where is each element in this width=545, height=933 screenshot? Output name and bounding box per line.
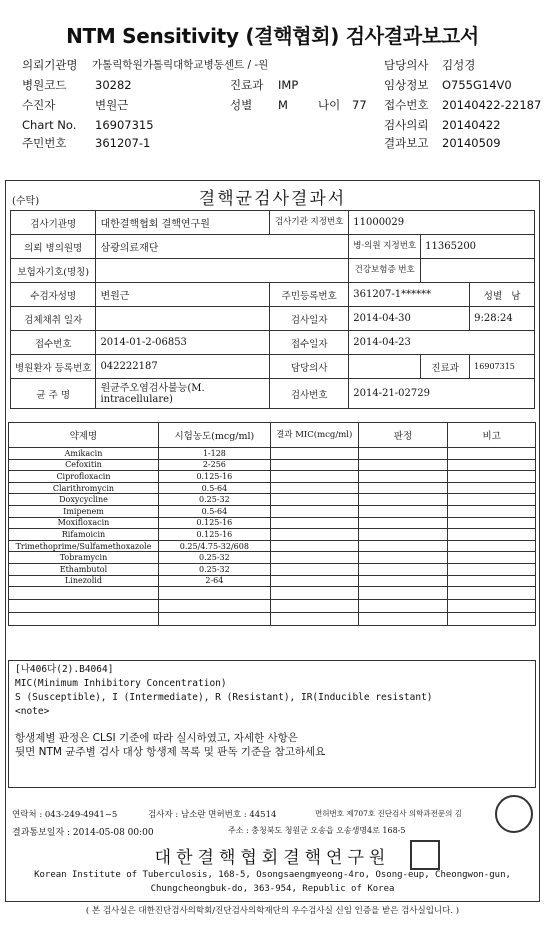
- patient-value: 변원근: [96, 283, 270, 307]
- note-tag: <note>: [15, 706, 50, 717]
- drug-row: [9, 529, 536, 541]
- drug-row: [9, 494, 536, 506]
- doctor-value: 김성경: [442, 58, 476, 72]
- note-text-1: 항생제별 판정은 CLSI 기준에 따라 실시하였고, 자세한 사항은: [15, 732, 298, 744]
- drug-mic: [270, 529, 358, 541]
- drug-interp: [358, 471, 448, 483]
- drug-conc: 1-128: [158, 448, 270, 460]
- drug-name: Linezolid: [9, 575, 159, 587]
- inst-no-value: 11000029: [349, 211, 535, 235]
- drug-row: [9, 482, 536, 494]
- footer-org-kr: 대한결핵협회결핵연구원: [154, 848, 391, 868]
- doctor-label: 담당의사: [270, 355, 349, 379]
- drug-name: Trimethoprime/Sulfamethoxazole: [9, 540, 159, 552]
- code-label: 병원코드: [22, 78, 67, 92]
- empty-cell: [358, 600, 448, 613]
- drug-row: [9, 471, 536, 483]
- rrn-value: 361207-1: [95, 136, 151, 150]
- report-value: 20140509: [442, 136, 501, 150]
- drug-name: Amikacin: [9, 448, 159, 460]
- drug-conc: 0.125-16: [158, 529, 270, 541]
- drug-row: [9, 540, 536, 552]
- drug-name: Cefoxitin: [9, 459, 159, 471]
- drug-conc: 0.5-64: [158, 482, 270, 494]
- empty-cell: [158, 600, 270, 613]
- drug-name: Tobramycin: [9, 552, 159, 564]
- organism-label: 균 주 명: [11, 379, 96, 409]
- testno-value: 2014-21-02729: [349, 379, 535, 409]
- drug-mic: [270, 459, 358, 471]
- drug-header-mic: 결과 MIC(mcg/ml): [270, 423, 358, 448]
- drug-row-empty: [9, 587, 536, 600]
- drug-remark: [448, 552, 536, 564]
- drug-name: Rifamoicin: [9, 529, 159, 541]
- drug-row: [9, 459, 536, 471]
- sex-label: 성별: [483, 290, 503, 302]
- inst-value: 대한결핵협회 결핵연구원: [96, 211, 270, 235]
- empty-cell: [9, 600, 159, 613]
- drug-conc: 2-64: [158, 575, 270, 587]
- inst-no-label: 검사기관 지정번호: [270, 211, 349, 235]
- receipt-value: 20140422-22187: [442, 98, 542, 112]
- drug-name: Imipenem: [9, 505, 159, 517]
- drug-remark: [448, 529, 536, 541]
- empty-cell: [448, 613, 536, 626]
- empty-cell: [158, 613, 270, 626]
- rrn-label: 주민번호: [22, 136, 67, 150]
- organism-value: 원균주오염검사불능(M. intracellulare): [96, 379, 270, 409]
- doctor-label: 담당의사: [384, 58, 429, 72]
- drug-interp: [358, 575, 448, 587]
- insure-label: 건강보험증 번호: [349, 259, 421, 283]
- regno-value: 042222187: [96, 355, 270, 379]
- name-value: 변원근: [95, 98, 129, 112]
- empty-cell: [9, 613, 159, 626]
- receipt-label: 접수번호: [384, 98, 429, 112]
- drug-interp: [358, 494, 448, 506]
- inst-label: 검사기관명: [11, 211, 96, 235]
- receipt-date-value: 2014-04-23: [349, 331, 535, 355]
- drug-name: Moxifloxacin: [9, 517, 159, 529]
- drug-conc: 0.25/4.75-32/608: [158, 540, 270, 552]
- drug-interp: [358, 540, 448, 552]
- drug-mic: [270, 552, 358, 564]
- drug-row: [9, 517, 536, 529]
- drug-remark: [448, 575, 536, 587]
- dept-label: 진료과: [421, 355, 470, 379]
- drug-header-interp: 판정: [358, 423, 448, 448]
- regno-label: 병원환자 등록번호: [11, 355, 96, 379]
- drug-table: [8, 422, 536, 626]
- drug-mic: [270, 540, 358, 552]
- drug-row-empty: [9, 600, 536, 613]
- drug-conc: 0.125-16: [158, 517, 270, 529]
- age-label: 나이: [318, 98, 341, 112]
- footer-address: 주소 : 충청북도 청원군 오송읍 오송생명4로 168-5: [228, 826, 406, 835]
- drug-header-name: 약제명: [9, 423, 159, 448]
- doctor-value: [349, 355, 421, 379]
- drug-mic: [270, 575, 358, 587]
- sex-value: 남: [511, 290, 521, 302]
- drug-header-conc: 시험농도(mcg/ml): [158, 423, 270, 448]
- drug-mic: [270, 517, 358, 529]
- empty-cell: [270, 587, 358, 600]
- clinical-label: 임상정보: [384, 78, 429, 92]
- drug-mic: [270, 471, 358, 483]
- hosp-no-value: 11365200: [421, 235, 535, 259]
- dept-value: IMP: [278, 78, 299, 92]
- note-text-2: 뒷면 NTM 균주별 검사 대상 항생제 목록 및 판독 기준을 참고하세요: [15, 746, 326, 758]
- empty-cell: [448, 587, 536, 600]
- drug-conc: 0.25-32: [158, 552, 270, 564]
- drug-header-remark: 비고: [448, 423, 536, 448]
- drug-mic: [270, 494, 358, 506]
- collect-label: 검체채취 일자: [11, 307, 96, 331]
- drug-conc: 0.25-32: [158, 563, 270, 575]
- empty-cell: [270, 600, 358, 613]
- footer-license: 면허번호 제707호 진단검사 의학과전문의 김: [315, 809, 463, 818]
- note-legend: S (Susceptible), I (Intermediate), R (Resistant), IR(Inducible resistant): [15, 692, 433, 703]
- rrn-value: 361207-1******: [349, 283, 470, 307]
- footer-org-en-2: Chungcheongbuk-do, 363-954, Republic of Korea: [150, 884, 395, 894]
- testno-label: 검사번호: [270, 379, 349, 409]
- test-time-value: 9:28:24: [470, 307, 535, 331]
- drug-interp: [358, 482, 448, 494]
- dept-label: 진료과: [230, 78, 264, 92]
- chart-value: 16907315: [95, 118, 154, 132]
- drug-interp: [358, 552, 448, 564]
- footer-examiner: 검사자 : 남소란 면허번호 : 44514: [148, 810, 277, 820]
- drug-name: Ethambutol: [9, 563, 159, 575]
- drug-interp: [358, 448, 448, 460]
- hosp-label: 의뢰 병의원명: [11, 235, 96, 259]
- drug-mic: [270, 505, 358, 517]
- notes-box: [8, 660, 536, 788]
- org-label: 의뢰기관명: [22, 58, 78, 72]
- collect-value: [96, 307, 270, 331]
- request-value: 20140422: [442, 118, 501, 132]
- drug-remark: [448, 540, 536, 552]
- report-label: 결과보고: [384, 136, 429, 150]
- empty-cell: [9, 587, 159, 600]
- org-value: 가톨릭학원가톨릭대학교병동센트 / -원: [92, 59, 269, 71]
- footer-date: 결과통보일자 : 2014-05-08 00:00: [12, 828, 154, 838]
- test-date-value: 2014-04-30: [349, 307, 470, 331]
- chart-label: Chart No.: [22, 118, 77, 132]
- age-value: 77: [352, 98, 367, 112]
- sex-value: M: [278, 98, 288, 112]
- note-mic: MIC(Minimum Inhibitory Concentration): [15, 678, 227, 689]
- guardian-value: [96, 259, 349, 283]
- code-value: 30282: [95, 78, 132, 92]
- receipt-value: 2014-01-2-06853: [96, 331, 270, 355]
- drug-row: [9, 448, 536, 460]
- drug-mic: [270, 448, 358, 460]
- square-seal-icon: [410, 840, 440, 870]
- corner-label: (수탁): [12, 196, 40, 207]
- drug-interp: [358, 505, 448, 517]
- footer-cert: ( 본 검사실은 대한진단검사의학회/진단검사의학재단의 우수검사실 신임 인증을 받은 검사실입니다. ): [85, 906, 460, 916]
- note-code: [나406다(2).B4064]: [15, 664, 114, 675]
- drug-remark: [448, 482, 536, 494]
- footer-tel: 연락처 : 043-249-4941~5: [12, 810, 118, 820]
- drug-name: Doxycycline: [9, 494, 159, 506]
- drug-remark: [448, 505, 536, 517]
- sex-cell: [470, 283, 535, 307]
- drug-row: [9, 563, 536, 575]
- test-date-label: 검사일자: [270, 307, 349, 331]
- hosp-value: 삼광의료재단: [96, 235, 349, 259]
- page-title: NTM Sensitivity (결핵협회) 검사결과보고서: [66, 24, 479, 48]
- name-label: 수진자: [22, 98, 56, 112]
- hosp-no-label: 병·의원 지정번호: [349, 235, 421, 259]
- drug-row: [9, 505, 536, 517]
- drug-conc: 2-256: [158, 459, 270, 471]
- drug-interp: [358, 529, 448, 541]
- round-seal-icon: [495, 795, 533, 833]
- receipt-date-label: 접수일자: [270, 331, 349, 355]
- drug-remark: [448, 459, 536, 471]
- drug-row: [9, 575, 536, 587]
- empty-cell: [270, 613, 358, 626]
- rrn-label: 주민등록번호: [270, 283, 349, 307]
- drug-remark: [448, 517, 536, 529]
- footer-org-en-1: Korean Institute of Tuberculosis, 168-5, Osongsaengmyeong-4ro, Osong-eup, Cheongwon-gun,: [34, 870, 511, 880]
- drug-conc: 0.125-16: [158, 471, 270, 483]
- drug-mic: [270, 563, 358, 575]
- guardian-label: 보험자기호(명칭): [11, 259, 96, 283]
- drug-remark: [448, 471, 536, 483]
- drug-row: [9, 552, 536, 564]
- report-title: 결핵균검사결과서: [198, 189, 347, 209]
- receipt-label: 접수번호: [11, 331, 96, 355]
- empty-cell: [358, 587, 448, 600]
- drug-conc: 0.5-64: [158, 505, 270, 517]
- drug-conc: 0.25-32: [158, 494, 270, 506]
- drug-remark: [448, 563, 536, 575]
- dept-value: 16907315: [470, 355, 535, 379]
- empty-cell: [358, 613, 448, 626]
- sex-label: 성별: [230, 98, 253, 112]
- drug-interp: [358, 459, 448, 471]
- drug-interp: [358, 517, 448, 529]
- clinical-value: O755G14V0: [442, 78, 512, 92]
- drug-remark: [448, 448, 536, 460]
- empty-cell: [158, 587, 270, 600]
- drug-name: Ciprofloxacin: [9, 471, 159, 483]
- request-label: 검사의뢰: [384, 118, 429, 132]
- insure-value: [421, 259, 535, 283]
- drug-name: Clarithromycin: [9, 482, 159, 494]
- drug-row-empty: [9, 613, 536, 626]
- drug-mic: [270, 482, 358, 494]
- drug-remark: [448, 494, 536, 506]
- empty-cell: [448, 600, 536, 613]
- info-table: [10, 210, 535, 409]
- drug-interp: [358, 563, 448, 575]
- patient-label: 수검자성명: [11, 283, 96, 307]
